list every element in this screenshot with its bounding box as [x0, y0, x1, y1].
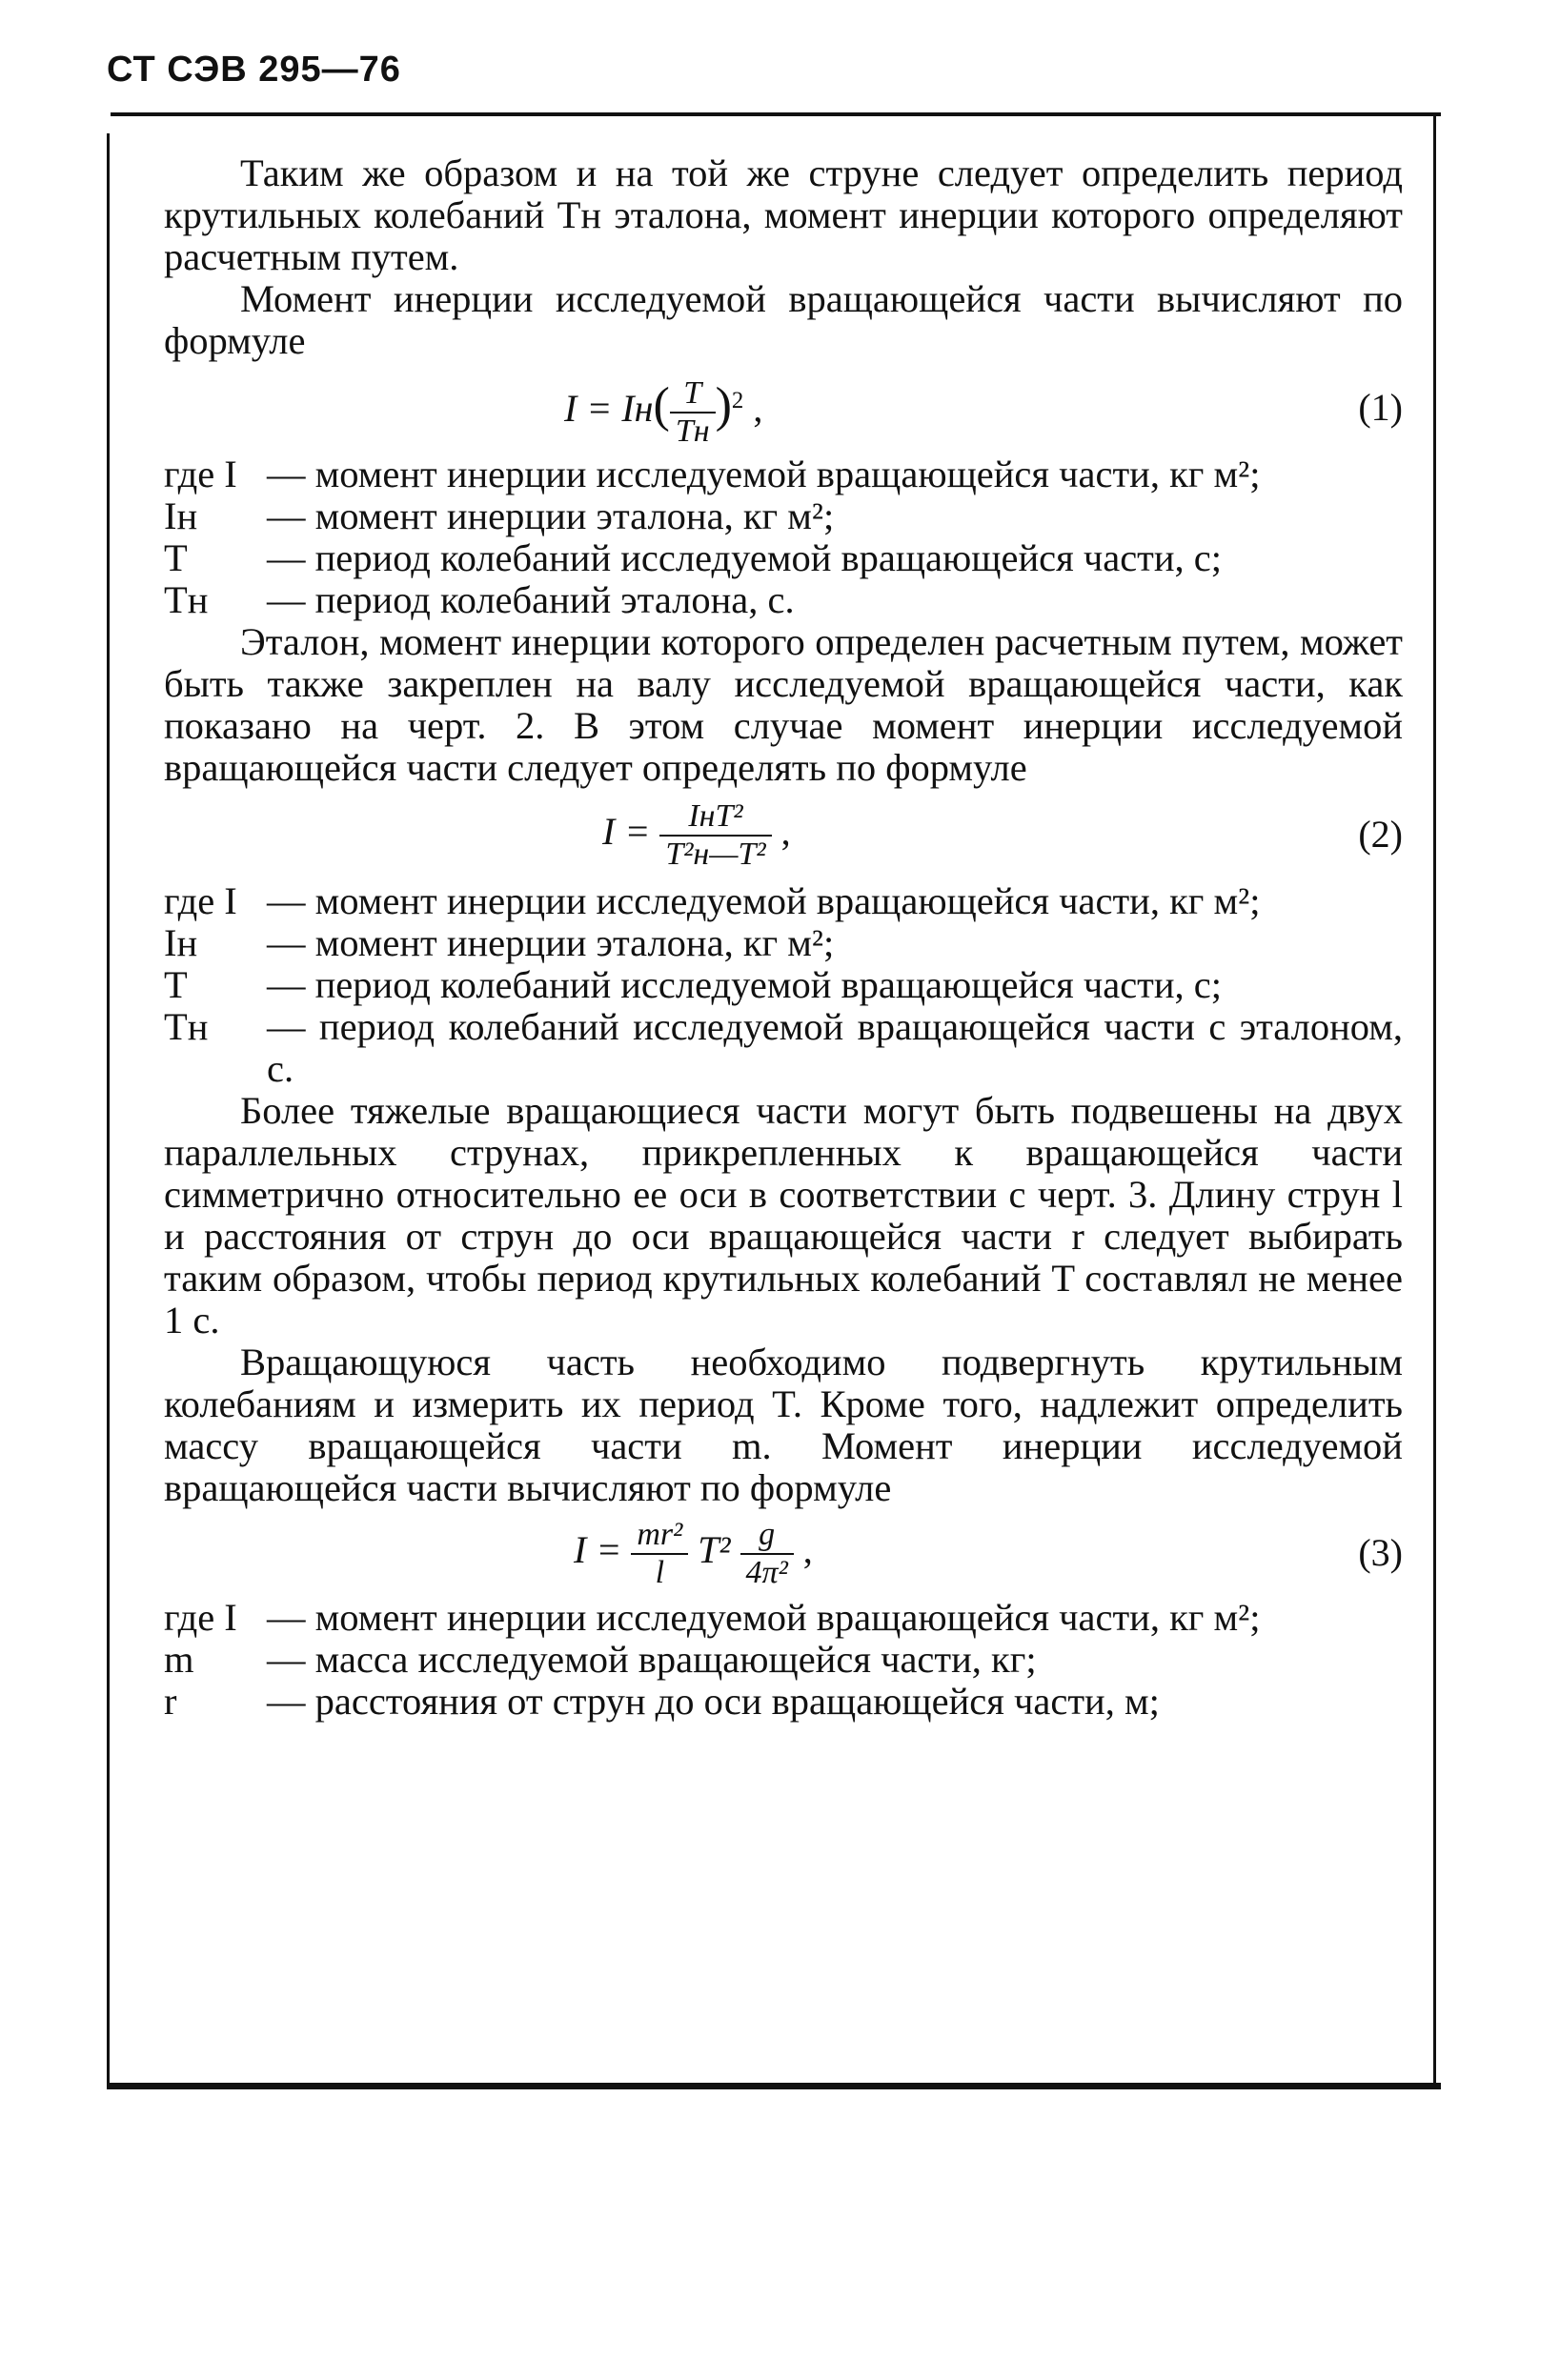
formula-2-lhs: I = [602, 810, 651, 854]
paragraph-2: Момент инерции исследуемой вращающейся части вычисляют по формуле [164, 277, 1403, 362]
formula-3-numerator-2: g [740, 1517, 794, 1555]
formula-3-denominator-1: l [655, 1555, 665, 1590]
frame-top-rule [111, 112, 1441, 116]
page-body [164, 152, 1403, 1723]
formula-1: I = Iн( $\frac{T}{Tн}$ )$^2$ , (1) [564, 375, 1403, 449]
paragraph-3: Эталон, момент инерции которого определен расчетным путем, может быть также закреплен на валу исследуемой вращающейся части, как показано на черт. 2. В этом случае момент инерции исследуемой вращающейся части следует определять по формуле [164, 620, 1403, 789]
definition-item: T — период колебаний исследуемой вращающейся части, с; [164, 963, 1223, 1006]
formula-3-denominator-2: 4π² [745, 1555, 788, 1590]
formula-2-denominator: T²н—T² [665, 837, 766, 872]
paragraph-4: Более тяжелые вращающиеся части могут быть подвешены на двух параллельных струнах, прикрепленных к вращающейся части симметрично относительно ее оси в соответствии с черт. 3. Длину струн l и расстояния от струн до оси вращающейся части r следует выбирать таким образом, чтобы период крутильных колебаний T составлял не менее 1 с. [164, 1089, 1403, 1341]
frame-right-rule [1433, 112, 1436, 2087]
definition-item: m — масса исследуемой вращающейся части, кг; [164, 1638, 1037, 1681]
formula-3-lhs: I = [574, 1528, 622, 1572]
definition-item: где I — момент инерции исследуемой вращающейся части, кг м²; [164, 1596, 1261, 1639]
formula-3-middle: T² [698, 1528, 731, 1572]
frame-bottom-rule [107, 2083, 1441, 2089]
definition-item: где I — момент инерции исследуемой вращающейся части, кг м²; [164, 453, 1261, 495]
definition-item: Iн — момент инерции эталона, кг м²; [164, 921, 835, 964]
formula-2-tail: , [780, 810, 791, 854]
formula-1-number: (1) [1358, 386, 1403, 429]
formula-2-number: (2) [1358, 813, 1403, 856]
definition-item: Iн — момент инерции эталона, кг м²; [164, 494, 835, 537]
definition-item: Tн — период колебаний эталона, с. [164, 578, 795, 621]
formula-1-numerator: T [670, 375, 716, 413]
formula-3-numerator-1: mr² [631, 1517, 688, 1555]
formula-3-tail: , [802, 1528, 813, 1572]
document-code: СТ СЭВ 295—76 [107, 50, 401, 90]
formula-1-tail: , [753, 387, 763, 431]
definitions-1 [164, 454, 1403, 621]
formula-1-lhs: I = Iн [564, 387, 654, 431]
definition-item: где I — момент инерции исследуемой вращающейся части, кг м²; [164, 879, 1261, 922]
formula-1-exponent: 2 [731, 387, 744, 413]
paragraph-1: Таким же образом и на той же струне следует определить период крутильных колебаний Tн эталона, момент инерции которого определяют расчетным путем. [164, 151, 1403, 278]
definition-item: Tн — период колебаний исследуемой вращающейся части с эталоном, с. [164, 1005, 1403, 1090]
frame-left-rule [107, 133, 110, 2087]
formula-3-number: (3) [1358, 1531, 1403, 1574]
formula-1-denominator: Tн [675, 413, 710, 449]
paragraph-5: Вращающуюся часть необходимо подвергнуть крутильным колебаниям и измерить их период T. Кроме того, надлежит определить массу вращающейся части m. Момент инерции исследуемой вращающейся части вычисляют по формуле [164, 1341, 1403, 1509]
definition-item: T — период колебаний исследуемой вращающейся части, с; [164, 536, 1223, 579]
formula-2-numerator: IнT² [659, 798, 771, 837]
formula-3 [164, 1509, 1403, 1597]
definitions-2 [164, 880, 1403, 1090]
definition-item: r — расстояния от струн до оси вращающейся части, м; [164, 1680, 1160, 1723]
definitions-3 [164, 1597, 1403, 1723]
formula-2 [164, 789, 1403, 880]
